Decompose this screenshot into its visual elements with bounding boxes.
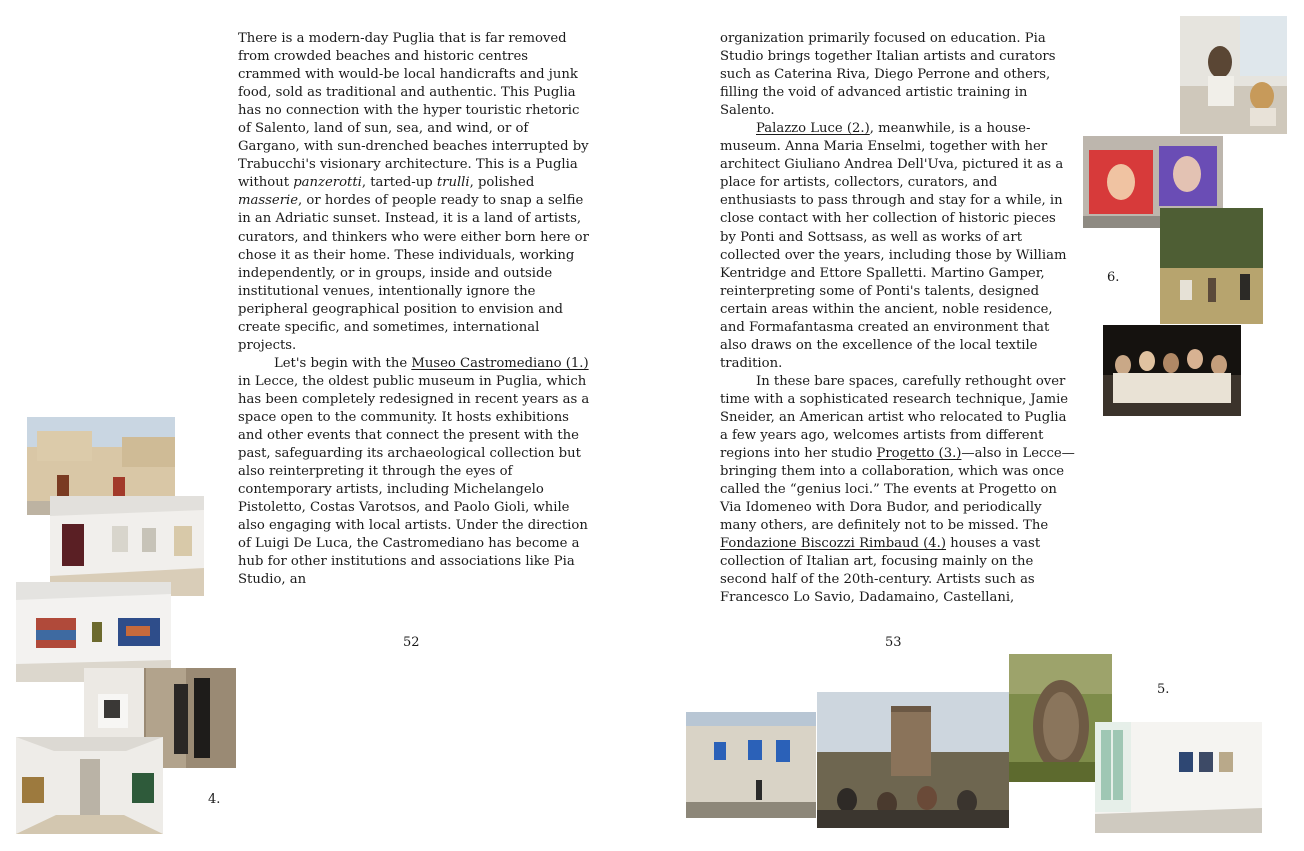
- emphasis-panzerotti: panzerotti: [293, 175, 362, 191]
- emphasis-trulli: trulli: [436, 175, 470, 191]
- right-paragraph-1: organization primarily focused on education. Pia Studio brings together Italian artists and curators such as Caterina Riva, Diego Perrone and others, filling the void of advanced artistic training in Salento.: [720, 31, 1056, 119]
- photo-blue-posters-wall: [686, 712, 816, 818]
- figure-label-5: 5.: [1157, 682, 1170, 697]
- photo-tower-ruins-audience: [817, 692, 1009, 828]
- page-number-right: 53: [885, 635, 902, 650]
- photo-gallery-room-1: [50, 496, 204, 596]
- figure-label-4: 4.: [208, 792, 221, 807]
- left-paragraph-2: Let's begin with the Museo Castromediano (1.) in Lecce, the oldest public museum in Puglia, which has been completely redesigned in recent years as a space open to the community. It hosts exhibitions and other events that connect the present with the past, safeguarding its archaeological collection but also reinterpreting it through the eyes of contemporary artists, including Michelangelo Pistoletto, Costas Varotsos, and Paolo Gioli, while also engaging with local artists. Under the direction of Luigi De Luca, the Castromediano has become a hub for other institutions and associations like Pia Studio, an: [238, 355, 590, 588]
- emphasis-masserie: masserie: [238, 193, 299, 209]
- right-paragraph-2: Palazzo Luce (2.), meanwhile, is a house-museum. Anna Maria Enselmi, together with her architect Giuliano Andrea Dell'Uva, pictured it as a place for artists, collectors, curators, and enthusiasts to pass through and stay for a while, in close contact with her collection of historic pieces by Ponti and Sottsass, as well as works of art collected over the years, including those by William Kentridge and Ettore Spalletti. Martino Gamper, reinterpreting some of Ponti's talents, designed certain areas within the ancient, noble residence, and Formafantasma created an environment that also draws on the excellence of the local textile tradition.: [720, 121, 1067, 371]
- right-text-column: [720, 30, 1075, 608]
- photo-group-night: [1103, 325, 1241, 416]
- photo-white-room-frames: [1095, 722, 1262, 833]
- left-text-column: [238, 30, 593, 589]
- left-paragraph-1: There is a modern-day Puglia that is far removed from crowded beaches and historic centres crammed with would-be local handicrafts and junk food, sold as traditional and authentic. This Puglia has no connection with the hyper touristic rhetoric of Salento, land of sun, sea, and wind, or of Gargano, with sun-drenched beaches interrupted by Trabucchi's visionary architecture. This is a Puglia without panzerotti, tarted-up trulli, polished masserie, or hordes of people ready to snap a selfie in an Adriatic sunset. Instead, it is a land of artists, curators, and thinkers who were either born here or chose it as their home. These individuals, working independently, or in groups, inside and outside institutional venues, intentionally ignore the peripheral geographical position to envision and create specific, and sometimes, international projects.: [238, 31, 589, 353]
- right-paragraph-3: In these bare spaces, carefully rethought over time with a sophisticated research technique, Jamie Sneider, an American artist who relocated to Puglia a few years ago, welcomes artists from different regions into her studio Progetto (3.)—also in Lecce—bringing them into a collaboration, which was once called the “genius loci.” The events at Progetto on Via Idomeneo with Dora Budor, and periodically many others, are definitely not to be missed. The Fondazione Biscozzi Rimbaud (4.) houses a vast collection of Italian art, focusing mainly on the second half of the 20th-century. Artists such as Francesco Lo Savio, Dadamaino, Castellani,: [720, 373, 1075, 606]
- figure-label-6: 6.: [1107, 270, 1120, 285]
- photo-gallery-room-2: [16, 582, 171, 682]
- photo-gallery-corridor: [16, 737, 163, 834]
- link-palazzo-luce[interactable]: Palazzo Luce (2.): [756, 121, 870, 137]
- link-fondazione-biscozzi-rimbaud[interactable]: Fondazione Biscozzi Rimbaud (4.): [720, 536, 947, 552]
- photo-outdoor-field: [1160, 208, 1263, 324]
- page-number-left: 52: [403, 635, 420, 650]
- link-museo-castromediano[interactable]: Museo Castromediano (1.): [411, 355, 589, 371]
- link-progetto[interactable]: Progetto (3.): [876, 446, 962, 462]
- photo-children-drawing: [1180, 16, 1287, 134]
